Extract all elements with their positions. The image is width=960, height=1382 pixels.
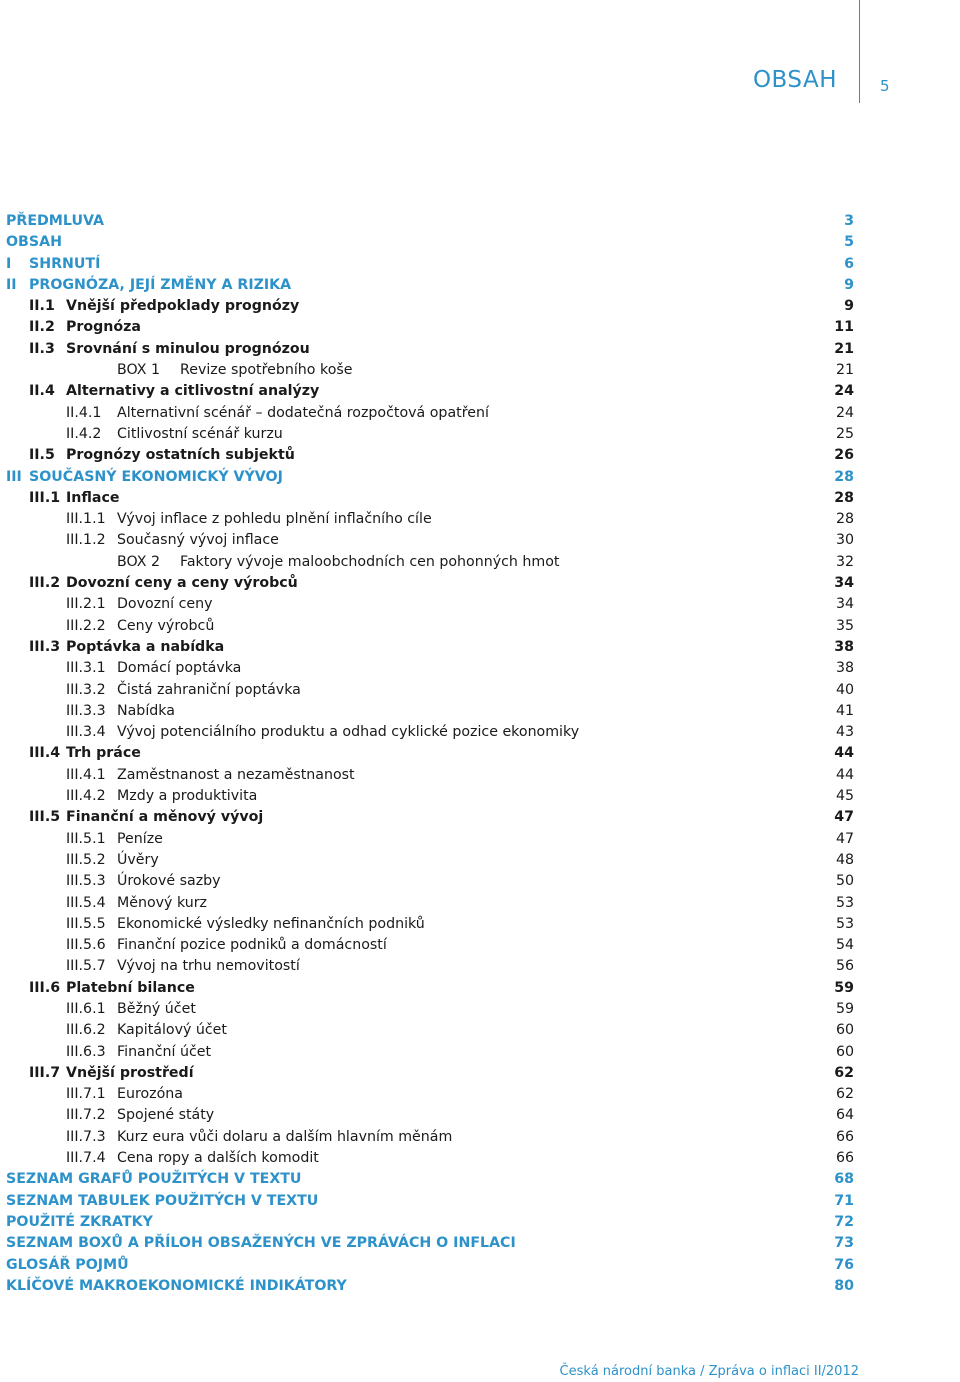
toc-entry-page: 72 <box>834 1213 854 1230</box>
toc-entry-page: 9 <box>844 276 854 293</box>
toc-entry-page: 68 <box>834 1171 854 1188</box>
toc-entry[interactable] <box>0 1255 960 1276</box>
toc-entry-page: 24 <box>835 404 854 421</box>
toc-entry-title: Poptávka a nabídka <box>66 638 225 655</box>
toc-entry-title: Prognóza <box>66 319 141 336</box>
toc-entry-page: 64 <box>835 1107 854 1124</box>
toc-entry-number: II.5 <box>29 447 55 464</box>
toc-entry-title: Úrokové sazby <box>117 873 221 890</box>
toc-entry[interactable] <box>0 637 960 658</box>
toc-entry[interactable] <box>0 743 960 764</box>
toc-entry[interactable] <box>0 680 960 701</box>
toc-entry[interactable] <box>0 1276 960 1297</box>
toc-entry-number: III.5 <box>29 809 61 826</box>
toc-entry-number: II.1 <box>29 298 55 315</box>
toc-entry[interactable] <box>0 445 960 466</box>
toc-entry[interactable] <box>0 1020 960 1041</box>
toc-entry-page: 73 <box>834 1235 854 1252</box>
toc-entry[interactable] <box>0 999 960 1020</box>
toc-entry[interactable] <box>0 381 960 402</box>
toc-entry-page: 47 <box>835 830 854 847</box>
toc-entry[interactable] <box>0 1212 960 1233</box>
header-divider <box>859 0 860 103</box>
toc-entry-title: KLÍČOVÉ MAKROEKONOMICKÉ INDIKÁTORY <box>6 1277 347 1294</box>
toc-entry-page: 53 <box>835 894 854 911</box>
toc-entry[interactable] <box>0 807 960 828</box>
toc-entry-title: Běžný účet <box>117 1000 196 1017</box>
toc-entry[interactable] <box>0 594 960 615</box>
toc-entry-title: Ekonomické výsledky nefinančních podniků <box>117 915 425 932</box>
toc-entry-title: Kapitálový účet <box>117 1022 227 1039</box>
toc-entry-number: II <box>6 276 17 293</box>
toc-entry-page: 11 <box>834 319 854 336</box>
toc-entry-title: Vnější prostředí <box>66 1064 194 1081</box>
toc-entry-title: Peníze <box>117 830 163 847</box>
toc-entry-title: Finanční účet <box>117 1043 212 1060</box>
toc-entry[interactable] <box>0 893 960 914</box>
toc-entry-page: 26 <box>834 447 854 464</box>
toc-entry-number: III.2.1 <box>66 596 106 613</box>
toc-entry-title: Současný vývoj inflace <box>117 532 279 549</box>
toc-entry-title: Cena ropy a dalších komodit <box>117 1150 319 1167</box>
toc-entry-title: GLOSÁŘ POJMŮ <box>6 1256 129 1273</box>
toc-entry-page: 66 <box>835 1128 854 1145</box>
toc-entry[interactable] <box>0 616 960 637</box>
toc-entry[interactable] <box>0 488 960 509</box>
toc-entry[interactable] <box>0 1127 960 1148</box>
toc-entry-number: III.3.3 <box>66 702 106 719</box>
toc-entry-number: III.5.7 <box>66 958 106 975</box>
toc-entry-title: Vývoj potenciálního produktu a odhad cyklické pozice ekonomiky <box>117 724 580 741</box>
toc-entry-page: 35 <box>835 617 854 634</box>
table-of-contents <box>0 211 960 1297</box>
toc-entry[interactable] <box>0 1105 960 1126</box>
toc-entry-number: III.5.2 <box>66 851 106 868</box>
toc-entry[interactable] <box>0 467 960 488</box>
toc-entry-page: 60 <box>835 1043 854 1060</box>
toc-entry-title: PROGNÓZA, JEJÍ ZMĚNY A RIZIKA <box>29 276 292 293</box>
toc-entry-title: Kurz eura vůči dolaru a dalším hlavním měnám <box>117 1128 453 1145</box>
toc-entry-number: II.4.1 <box>66 404 102 421</box>
toc-entry-number: III.3.2 <box>66 681 106 698</box>
toc-entry-title: Dovozní ceny <box>117 596 213 613</box>
toc-entry-page: 21 <box>835 362 854 379</box>
toc-entry[interactable] <box>0 1233 960 1254</box>
toc-entry-title: Domácí poptávka <box>117 660 242 677</box>
toc-entry-title: Finanční a měnový vývoj <box>66 809 264 826</box>
toc-entry-title: Vývoj na trhu nemovitostí <box>117 958 300 975</box>
toc-entry-page: 34 <box>835 596 854 613</box>
toc-entry[interactable] <box>0 1063 960 1084</box>
toc-entry-page: 28 <box>835 511 854 528</box>
toc-entry[interactable] <box>0 530 960 551</box>
toc-entry[interactable] <box>0 722 960 743</box>
toc-entry-page: 60 <box>835 1022 854 1039</box>
toc-entry-title: SOUČASNÝ EKONOMICKÝ VÝVOJ <box>29 468 283 485</box>
toc-entry[interactable] <box>0 1084 960 1105</box>
toc-entry[interactable] <box>0 829 960 850</box>
toc-entry-number: III.1.1 <box>66 511 106 528</box>
toc-entry-page: 59 <box>835 1000 854 1017</box>
toc-entry-page: 5 <box>844 234 854 251</box>
page-title: OBSAH <box>752 67 837 93</box>
toc-entry[interactable] <box>0 254 960 275</box>
toc-entry-title: Alternativy a citlivostní analýzy <box>66 383 320 400</box>
toc-entry-number: III.6 <box>29 979 61 996</box>
toc-entry-title: Zaměstnanost a nezaměstnanost <box>117 766 355 783</box>
toc-entry[interactable] <box>0 1148 960 1169</box>
toc-entry[interactable] <box>0 850 960 871</box>
toc-entry[interactable] <box>0 275 960 296</box>
toc-entry-title: Srovnání s minulou prognózou <box>66 340 310 357</box>
toc-entry-number: BOX 1 <box>117 362 160 379</box>
toc-entry-number: II.4.2 <box>66 425 102 442</box>
toc-entry[interactable] <box>0 552 960 573</box>
toc-entry-page: 40 <box>835 681 854 698</box>
toc-entry-page: 38 <box>834 638 854 655</box>
toc-entry-title: Eurozóna <box>117 1086 183 1103</box>
page-number: 5 <box>880 77 890 95</box>
toc-entry[interactable] <box>0 1042 960 1063</box>
toc-entry-title: Finanční pozice podniků a domácností <box>117 937 387 954</box>
toc-entry-number: II.4 <box>29 383 55 400</box>
toc-entry-title: Revize spotřebního koše <box>180 362 353 379</box>
toc-entry-title: Vývoj inflace z pohledu plnění inflačního cíle <box>117 511 432 528</box>
toc-entry-page: 44 <box>834 745 854 762</box>
toc-entry-page: 66 <box>835 1150 854 1167</box>
toc-entry[interactable] <box>0 978 960 999</box>
toc-entry-number: III.4.2 <box>66 788 106 805</box>
toc-entry[interactable] <box>0 786 960 807</box>
toc-entry[interactable] <box>0 403 960 424</box>
toc-entry[interactable] <box>0 701 960 722</box>
toc-entry-number: II.2 <box>29 319 55 336</box>
toc-entry-number: III.5.4 <box>66 894 106 911</box>
toc-entry-number: III.6.1 <box>66 1000 106 1017</box>
toc-entry-page: 6 <box>844 255 854 272</box>
toc-entry-title: Inflace <box>66 489 120 506</box>
toc-entry-number: III.3.4 <box>66 724 106 741</box>
toc-entry-number: III.7 <box>29 1064 61 1081</box>
toc-entry[interactable] <box>0 765 960 786</box>
toc-entry[interactable] <box>0 509 960 530</box>
toc-entry-number: III.6.2 <box>66 1022 106 1039</box>
toc-entry-number: III.5.5 <box>66 915 106 932</box>
toc-entry-page: 59 <box>834 979 854 996</box>
toc-entry-page: 76 <box>834 1256 854 1273</box>
toc-entry-page: 25 <box>835 425 854 442</box>
toc-entry[interactable] <box>0 360 960 381</box>
toc-entry[interactable] <box>0 296 960 317</box>
toc-entry-number: III.7.1 <box>66 1086 106 1103</box>
toc-entry-number: III.5.1 <box>66 830 106 847</box>
toc-entry[interactable] <box>0 1191 960 1212</box>
toc-entry-page: 9 <box>844 298 854 315</box>
toc-entry-number: III.7.4 <box>66 1150 106 1167</box>
toc-entry-number: III.3 <box>29 638 61 655</box>
toc-entry[interactable] <box>0 317 960 338</box>
toc-entry-page: 34 <box>834 575 854 592</box>
toc-entry-title: SEZNAM BOXŮ A PŘÍLOH OBSAŽENÝCH VE ZPRÁVÁCH O INFLACI <box>6 1235 516 1252</box>
toc-entry-title: Platební bilance <box>66 979 195 996</box>
toc-entry-title: Úvěry <box>117 851 159 868</box>
toc-entry-page: 56 <box>835 958 854 975</box>
toc-entry-page: 28 <box>834 468 854 485</box>
toc-entry-page: 53 <box>835 915 854 932</box>
footer: Česká národní banka / Zpráva o inflaci II/2012 <box>559 1364 859 1379</box>
toc-entry-page: 71 <box>834 1192 854 1209</box>
toc-entry-title: PŘEDMLUVA <box>6 213 104 229</box>
toc-entry-number: III.7.2 <box>66 1107 106 1124</box>
toc-entry[interactable] <box>0 871 960 892</box>
toc-entry[interactable] <box>0 573 960 594</box>
toc-entry-page: 44 <box>835 766 854 783</box>
toc-entry-number: III.2.2 <box>66 617 106 634</box>
toc-entry-number: BOX 2 <box>117 553 160 570</box>
toc-entry-number: III <box>6 468 22 485</box>
toc-entry-page: 43 <box>835 724 854 741</box>
toc-entry-page: 54 <box>835 937 854 954</box>
toc-entry[interactable] <box>0 1169 960 1190</box>
toc-entry[interactable] <box>0 211 960 232</box>
toc-entry-number: III.2 <box>29 575 61 592</box>
toc-entry-title: SEZNAM TABULEK POUŽITÝCH V TEXTU <box>6 1192 319 1209</box>
toc-entry-title: Ceny výrobců <box>117 617 215 634</box>
toc-entry-page: 47 <box>834 809 854 826</box>
toc-entry-number: III.3.1 <box>66 660 106 677</box>
toc-entry-title: Vnější předpoklady prognózy <box>66 298 300 315</box>
toc-entry-title: Dovozní ceny a ceny výrobců <box>66 575 298 592</box>
toc-entry-number: III.7.3 <box>66 1128 106 1145</box>
toc-entry-number: III.5.6 <box>66 937 106 954</box>
toc-entry-page: 80 <box>834 1277 854 1294</box>
toc-entry[interactable] <box>0 935 960 956</box>
toc-entry-page: 24 <box>834 383 854 400</box>
toc-entry-page: 21 <box>834 340 854 357</box>
toc-entry-title: Nabídka <box>117 702 175 719</box>
toc-entry-title: Trh práce <box>66 745 141 762</box>
toc-entry-title: Prognózy ostatních subjektů <box>66 447 295 464</box>
toc-entry-page: 3 <box>844 213 854 229</box>
toc-entry-number: III.4 <box>29 745 61 762</box>
toc-entry-title: Citlivostní scénář kurzu <box>117 425 283 442</box>
toc-entry-title: Faktory vývoje maloobchodních cen pohonných hmot <box>180 553 560 570</box>
toc-entry-title: POUŽITÉ ZKRATKY <box>6 1213 153 1230</box>
toc-entry-title: OBSAH <box>6 234 62 251</box>
toc-entry-title: Čistá zahraniční poptávka <box>117 681 301 698</box>
toc-entry-page: 62 <box>835 1086 854 1103</box>
toc-entry-title: Alternativní scénář – dodatečná rozpočtová opatření <box>117 404 489 421</box>
toc-entry-page: 50 <box>835 873 854 890</box>
toc-entry-title: Měnový kurz <box>117 894 207 911</box>
toc-entry-number: III.6.3 <box>66 1043 106 1060</box>
toc-entry-page: 28 <box>834 489 854 506</box>
toc-entry-page: 48 <box>835 851 854 868</box>
toc-entry-number: III.1 <box>29 489 61 506</box>
toc-entry-title: SEZNAM GRAFŮ POUŽITÝCH V TEXTU <box>6 1171 302 1188</box>
toc-entry-title: Spojené státy <box>117 1107 215 1124</box>
toc-entry[interactable] <box>0 339 960 360</box>
toc-entry-title: SHRNUTÍ <box>29 255 101 272</box>
toc-entry-number: III.1.2 <box>66 532 106 549</box>
toc-entry[interactable] <box>0 914 960 935</box>
toc-entry-number: III.5.3 <box>66 873 106 890</box>
toc-entry[interactable] <box>0 232 960 253</box>
toc-entry-page: 45 <box>835 788 854 805</box>
toc-entry[interactable] <box>0 424 960 445</box>
toc-entry-page: 30 <box>835 532 854 549</box>
toc-entry-page: 41 <box>835 702 854 719</box>
toc-entry-page: 62 <box>834 1064 854 1081</box>
toc-entry-title: Mzdy a produktivita <box>117 788 258 805</box>
toc-entry-number: II.3 <box>29 340 55 357</box>
toc-entry-page: 32 <box>835 553 854 570</box>
toc-entry-number: III.4.1 <box>66 766 106 783</box>
toc-entry[interactable] <box>0 956 960 977</box>
toc-entry[interactable] <box>0 658 960 679</box>
toc-entry-number: I <box>6 255 12 272</box>
toc-entry-page: 38 <box>835 660 854 677</box>
